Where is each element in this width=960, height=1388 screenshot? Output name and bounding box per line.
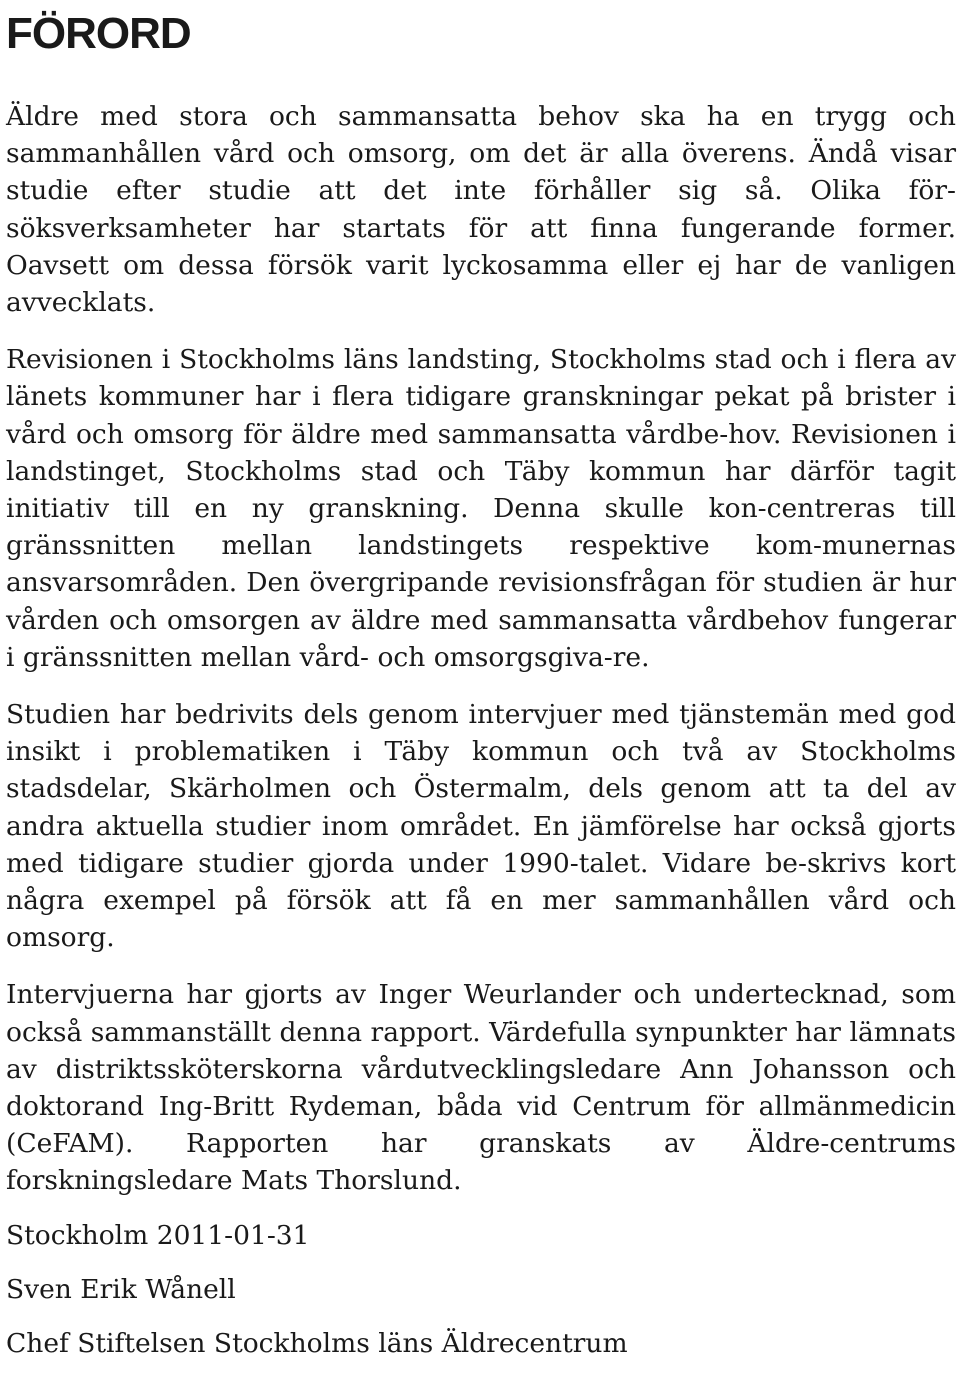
signature-name: Sven Erik Wånell bbox=[6, 1273, 236, 1305]
paragraph-acknowledgements: Intervjuerna har gjorts av Inger Weurlander och undertecknad, som också sammanställt denna rapport. Värdefulla synpunkter har lämnats av distriktssköterskorna vårdutvecklingsledare Ann Johansson och doktorand Ing-Britt Rydeman, båda vid Centrum för allmänmedicin (CeFAM). Rapporten har granskats av Äldre-centrums forskningsledare Mats Thorslund. bbox=[6, 979, 956, 1197]
signature-title: Chef Stiftelsen Stockholms läns Äldrecentrum bbox=[6, 1328, 628, 1360]
document-page bbox=[6, 0, 956, 1362]
signature-place-date: Stockholm 2011-01-31 bbox=[6, 1219, 310, 1251]
paragraph-method: Studien har bedrivits dels genom intervjuer med tjänstemän med god insikt i problematiken i Täby kommun och två av Stockholms stadsdelar, Skärholmen och Östermalm, dels genom att ta del av andra aktuella studier inom området. En jämförelse har också gjorts med tidigare studier gjorda under 1990-talet. Vidare be-skrivs kort några exempel på försök att få en mer sammanhållen vård och omsorg. bbox=[6, 699, 956, 954]
page-title: FÖRORD bbox=[6, 9, 191, 58]
paragraph-revision: Revisionen i Stockholms läns landsting, Stockholms stad och i flera av länets kommuner har i flera tidigare granskningar pekat på brister i vård och omsorg för äldre med sammansatta vårdbe-hov. Revisionen i landstinget, Stockholms stad och Täby kommun har därför tagit initiativ till en ny granskning. Denna skulle kon-centreras till gränssnitten mellan landstingets respektive kom-munernas ansvarsområden. Den övergripande revisionsfrågan för studien är hur vården och omsorgen av äldre med sammansatta vårdbehov fungerar i gränssnitten mellan vård- och omsorgsgiva-re. bbox=[6, 344, 956, 673]
paragraph-intro: Äldre med stora och sammansatta behov ska ha en trygg och sammanhållen vård och omsorg, om det är alla överens. Ändå visar studie efter studie att det inte förhåller sig så. Olika för-söksverksamheter har startats för att finna fungerande former. Oavsett om dessa försök varit lyckosamma eller ej har de vanligen avvecklats. bbox=[6, 101, 956, 319]
